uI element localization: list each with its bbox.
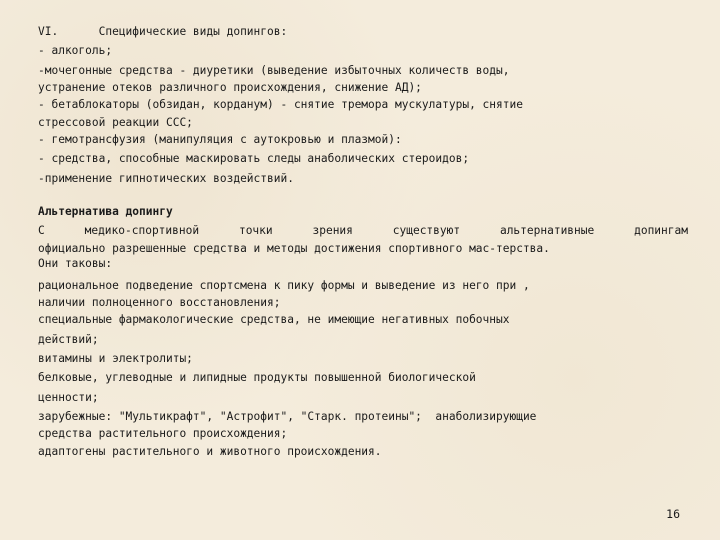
list-item-continuation: устранение отеков различного происхождения, снижение АД); xyxy=(38,80,422,94)
alternative-item: витамины и электролиты; xyxy=(38,352,193,366)
alternative-item: специальные фармакологические средства, не имеющие негативных побочных xyxy=(38,313,510,327)
word: существуют xyxy=(392,224,461,238)
alternative-intro-continuation: Они таковы: xyxy=(38,257,113,271)
word: С xyxy=(38,224,45,238)
alternative-item: адаптогены растительного и животного происхождения. xyxy=(38,444,382,458)
alternative-intro-continuation: официально разрешенные средства и методы достижения спортивного мас-терства. xyxy=(38,241,550,255)
list-item: -применение гипнотических воздействий. xyxy=(38,171,294,185)
list-item: - алкоголь; xyxy=(38,44,113,58)
alternative-item-continuation: наличии полноценного восстановления; xyxy=(38,295,281,309)
alternative-item: белковые, углеводные и липидные продукты повышенной биологической xyxy=(38,371,476,385)
list-item: - бетаблокаторы (обзидан, корданум) - снятие тремора мускулатуры, снятие xyxy=(38,98,523,112)
alternative-item-continuation: ценности; xyxy=(38,390,99,404)
alternative-item: рациональное подведение спортсмена к пику формы и выведение из него при , xyxy=(38,278,530,292)
word: медико-спортивной xyxy=(84,224,200,238)
alternative-heading: Альтернатива допингу xyxy=(38,205,173,219)
alternative-item: зарубежные: "Мультикрафт", "Астрофит", "Старк. протеины"; анаболизирующие xyxy=(38,409,537,423)
alternative-item-continuation: средства растительного происхождения; xyxy=(38,427,288,441)
list-item: - гемотрансфузия (манипуляция с аутокровью и плазмой): xyxy=(38,133,402,147)
slide-content xyxy=(38,22,688,461)
section-heading: VI. Специфические виды допингов: xyxy=(38,25,288,38)
word: допингам xyxy=(634,224,688,238)
alternative-intro-line xyxy=(38,221,688,240)
list-item: - средства, способные маскировать следы анаболических стероидов; xyxy=(38,152,470,166)
list-item: -мочегонные средства - диуретики (выведение избыточных количеств воды, xyxy=(38,63,510,77)
page-number: 16 xyxy=(666,507,680,521)
word: точки xyxy=(238,224,273,238)
word: зрения xyxy=(312,224,353,238)
word: альтернативные xyxy=(499,224,595,238)
alternative-item-continuation: действий; xyxy=(38,332,99,346)
list-item-continuation: стрессовой реакции ССС; xyxy=(38,115,193,129)
